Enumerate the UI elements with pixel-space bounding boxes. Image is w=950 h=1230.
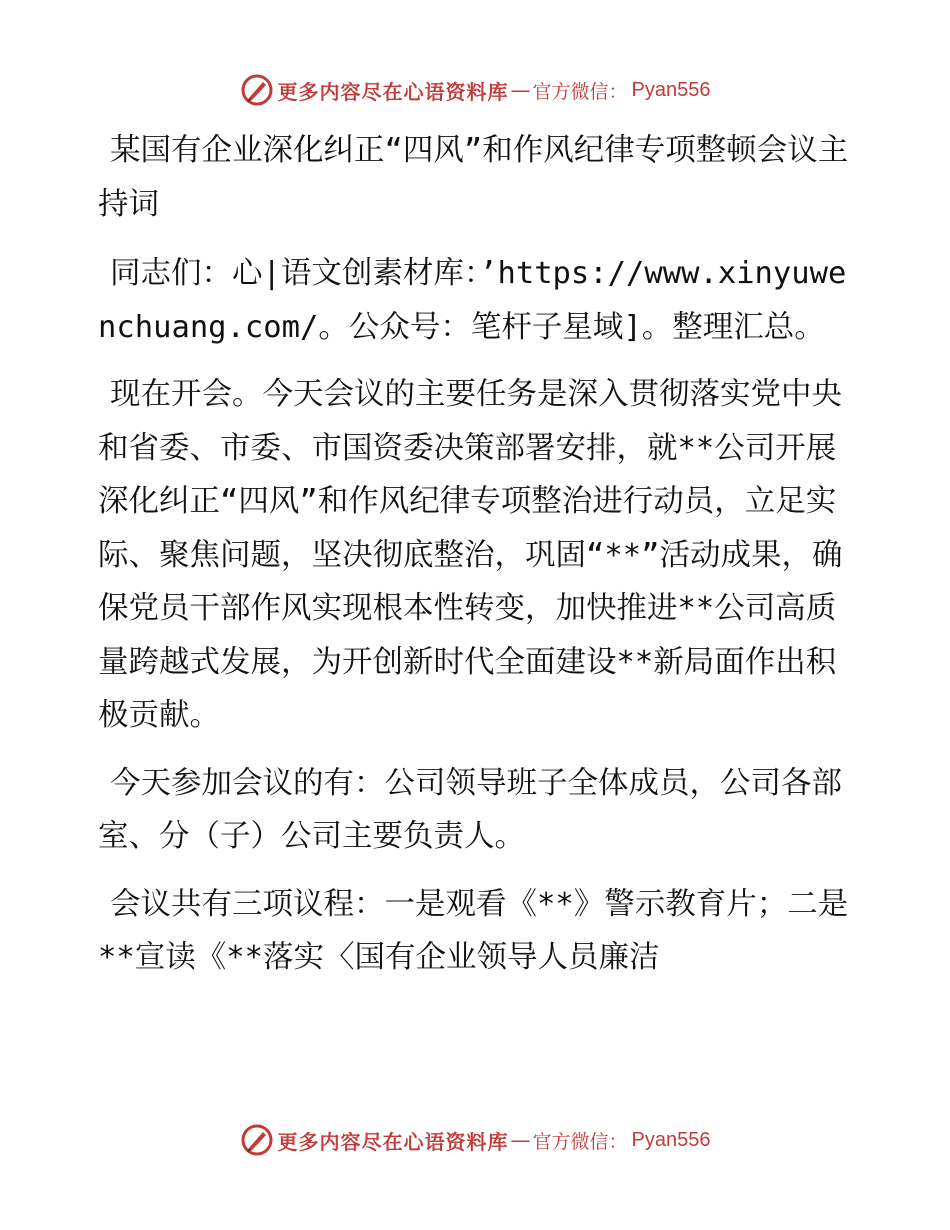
banner-account: Pyan556 bbox=[631, 78, 711, 101]
header-banner bbox=[0, 68, 950, 112]
quill-pen-logo-icon bbox=[240, 73, 274, 107]
banner-wechat-label: 官方微信： bbox=[532, 80, 628, 103]
document-title: 某国有企业深化纠正“四风”和作风纪律专项整顿会议主持词 bbox=[98, 133, 849, 222]
banner-dash: — bbox=[510, 78, 531, 102]
paragraph-greeting: 同志们：心|语文创素材库：’https://www.xinyuwenchuang.com/。公众号：笔杆子星域]。整理汇总。 bbox=[98, 256, 847, 345]
banner-dash: — bbox=[510, 1128, 531, 1152]
banner-brand-text: 更多内容尽在心语资料库 bbox=[277, 1129, 509, 1154]
paragraph-opening: 现在开会。今天会议的主要任务是深入贯彻落实党中央和省委、市委、市国资委决策部署安排，就**公司开展深化纠正“四风”和作风纪律专项整治进行动员，立足实际、聚焦问题，坚决彻底整治，巩固“**”活动成果，确保党员干部作风实现根本性转变，加快推进**公司高质量跨越式发展，为开创新时代全面建设**新局面作出积极贡献。 bbox=[98, 377, 843, 733]
banner-account: Pyan556 bbox=[631, 1128, 711, 1151]
quill-pen-logo-icon bbox=[240, 1123, 274, 1157]
banner-brand-text: 更多内容尽在心语资料库 bbox=[277, 79, 509, 104]
paragraph-agenda: 会议共有三项议程：一是观看《**》警示教育片；二是**宣读《**落实〈国有企业领导人员廉洁 bbox=[98, 886, 849, 975]
footer-banner bbox=[0, 1118, 950, 1162]
document-body bbox=[98, 124, 850, 999]
banner-wechat-label: 官方微信： bbox=[532, 1130, 628, 1153]
paragraph-attendees: 今天参加会议的有：公司领导班子全体成员，公司各部室、分（子）公司主要负责人。 bbox=[98, 765, 842, 854]
